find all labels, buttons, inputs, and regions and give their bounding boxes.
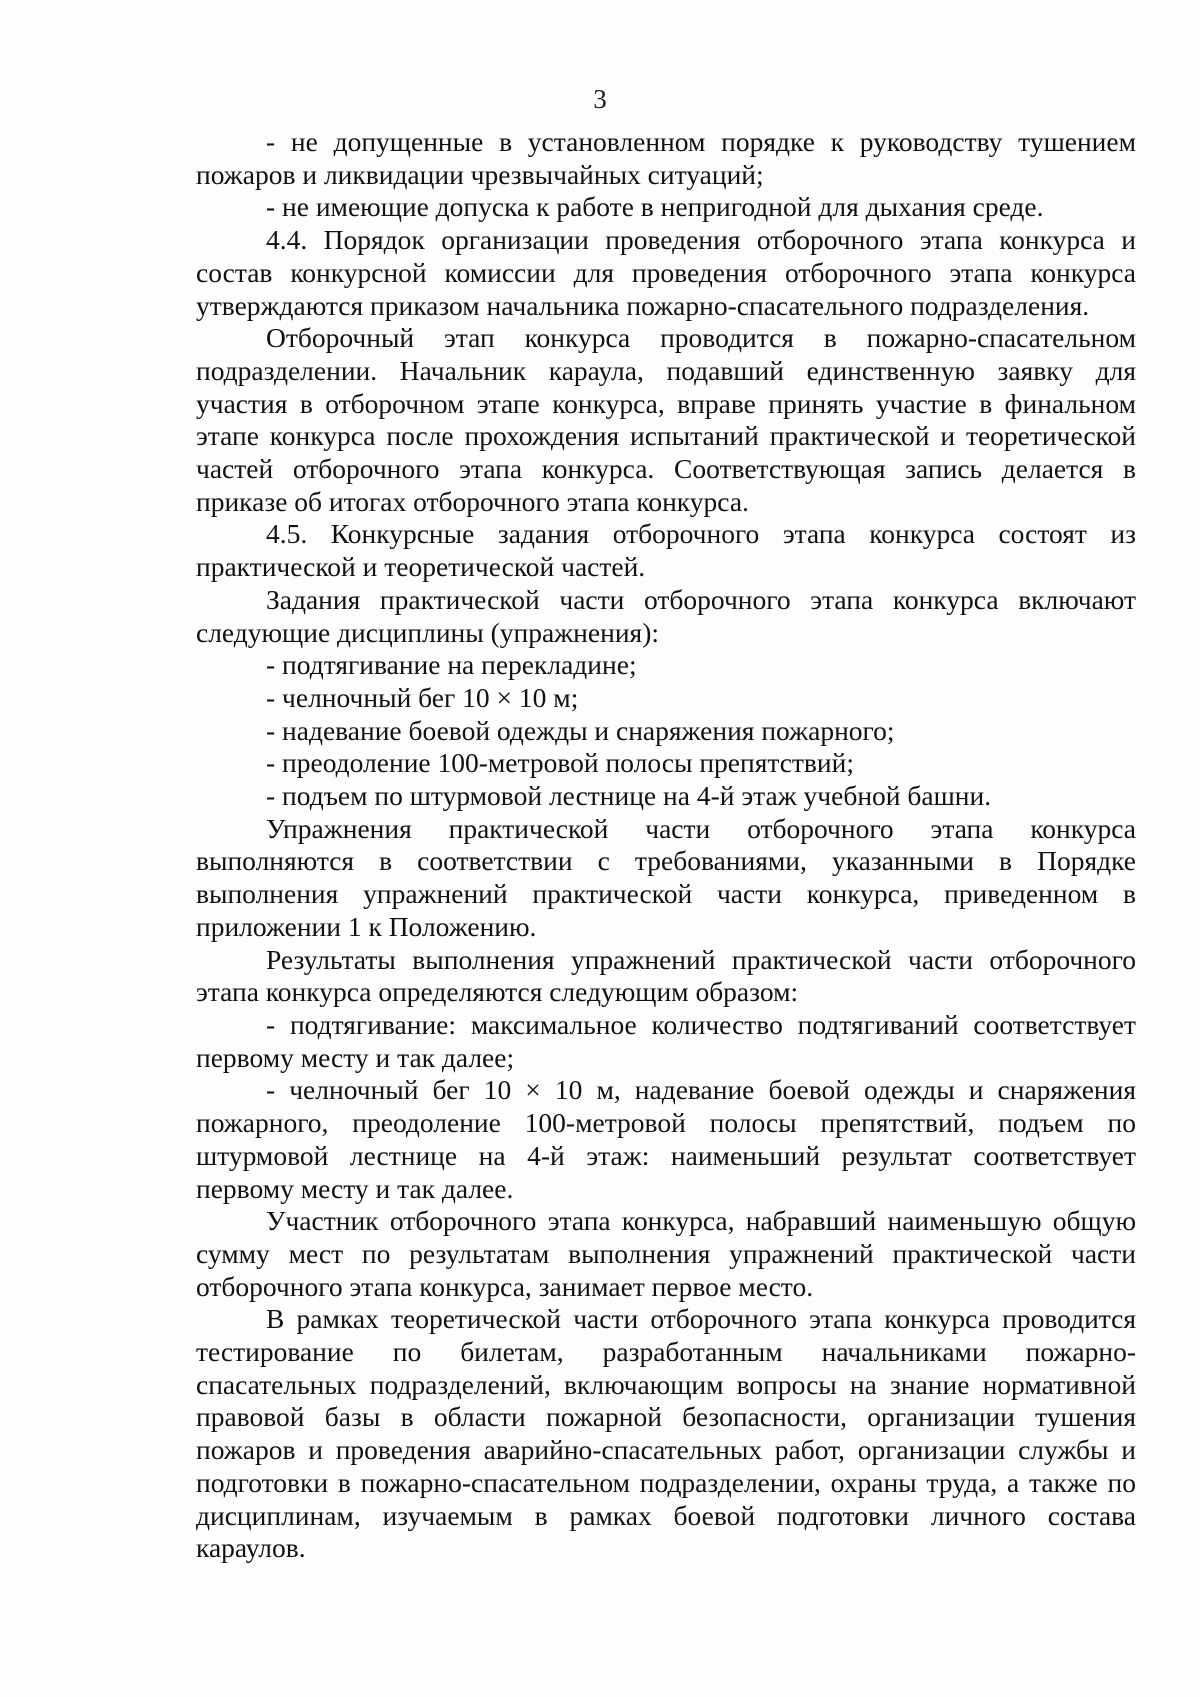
list-item: - надевание боевой одежды и снаряжения пожарного; <box>266 714 895 746</box>
paragraph: Результаты выполнения упражнений практической части отборочного этапа конкурса определяются следующим образом: <box>196 943 1136 1008</box>
paragraph: 4.4. Порядок организации проведения отборочного этапа конкурса и состав конкурсной комиссии для проведения отборочного этапа конкурса утверждаются приказом начальника пожарно-спасательного подразделения. <box>196 224 1136 321</box>
paragraph: Отборочный этап конкурса проводится в пожарно-спасательном подразделении. Начальник караула, подавший единственную заявку для участия в отборочном этапе конкурса, вправе принять участие в финальном этапе конкурса после прохождения испытаний практической и теоретической частей отборочного этапа конкурса. Соответствующая запись делается в приказе об итогах отборочного этапа конкурса. <box>196 322 1136 517</box>
paragraph: Участник отборочного этапа конкурса, набравший наименьшую общую сумму мест по результатам выполнения упражнений практической части отборочного этапа конкурса, занимает первое место. <box>196 1205 1136 1302</box>
list-item: - челночный бег 10 × 10 м; <box>266 681 579 713</box>
list-item: - подтягивание: максимальное количество подтягиваний соответствует первому месту и так далее; <box>196 1008 1136 1073</box>
paragraph: 4.5. Конкурсные задания отборочного этапа конкурса состоят из практической и теоретической частей. <box>196 518 1136 583</box>
paragraph: Упражнения практической части отборочного этапа конкурса выполняются в соответствии с требованиями, указанными в Порядке выполнения упражнений практической части конкурса, приведенном в приложении 1 к Положению. <box>196 812 1136 942</box>
list-item: - подъем по штурмовой лестнице на 4-й этаж учебной башни. <box>266 780 992 812</box>
paragraph: Задания практической части отборочного этапа конкурса включают следующие дисциплины (упражнения): <box>196 583 1136 648</box>
list-item: - подтягивание на перекладине; <box>266 649 637 681</box>
page-number: 3 <box>593 84 607 114</box>
document-body <box>196 126 1136 1565</box>
paragraph: - не допущенные в установленном порядке к руководству тушением пожаров и ликвидации чрезвычайных ситуаций; <box>196 126 1136 190</box>
paragraph: В рамках теоретической части отборочного этапа конкурса проводится тестирование по билетам, разработанным начальниками пожарно-спасательных подразделений, включающим вопросы на знание нормативной правовой базы в области пожарной безопасности, организации тушения пожаров и проведения аварийно-спасательных работ, организации службы и подготовки в пожарно-спасательном подразделении, охраны труда, а также по дисциплинам, изучаемым в рамках боевой подготовки личного состава караулов. <box>196 1303 1136 1564</box>
list-item: - челночный бег 10 × 10 м, надевание боевой одежды и снаряжения пожарного, преодоление 100-метровой полосы препятствий, подъем по штурмовой лестнице на 4-й этаж: наименьший результат соответствует первому месту и так далее. <box>196 1074 1136 1204</box>
paragraph: - не имеющие допуска к работе в непригодной для дыхания среде. <box>266 191 1044 223</box>
list-item: - преодоление 100-метровой полосы препятствий; <box>266 747 854 779</box>
